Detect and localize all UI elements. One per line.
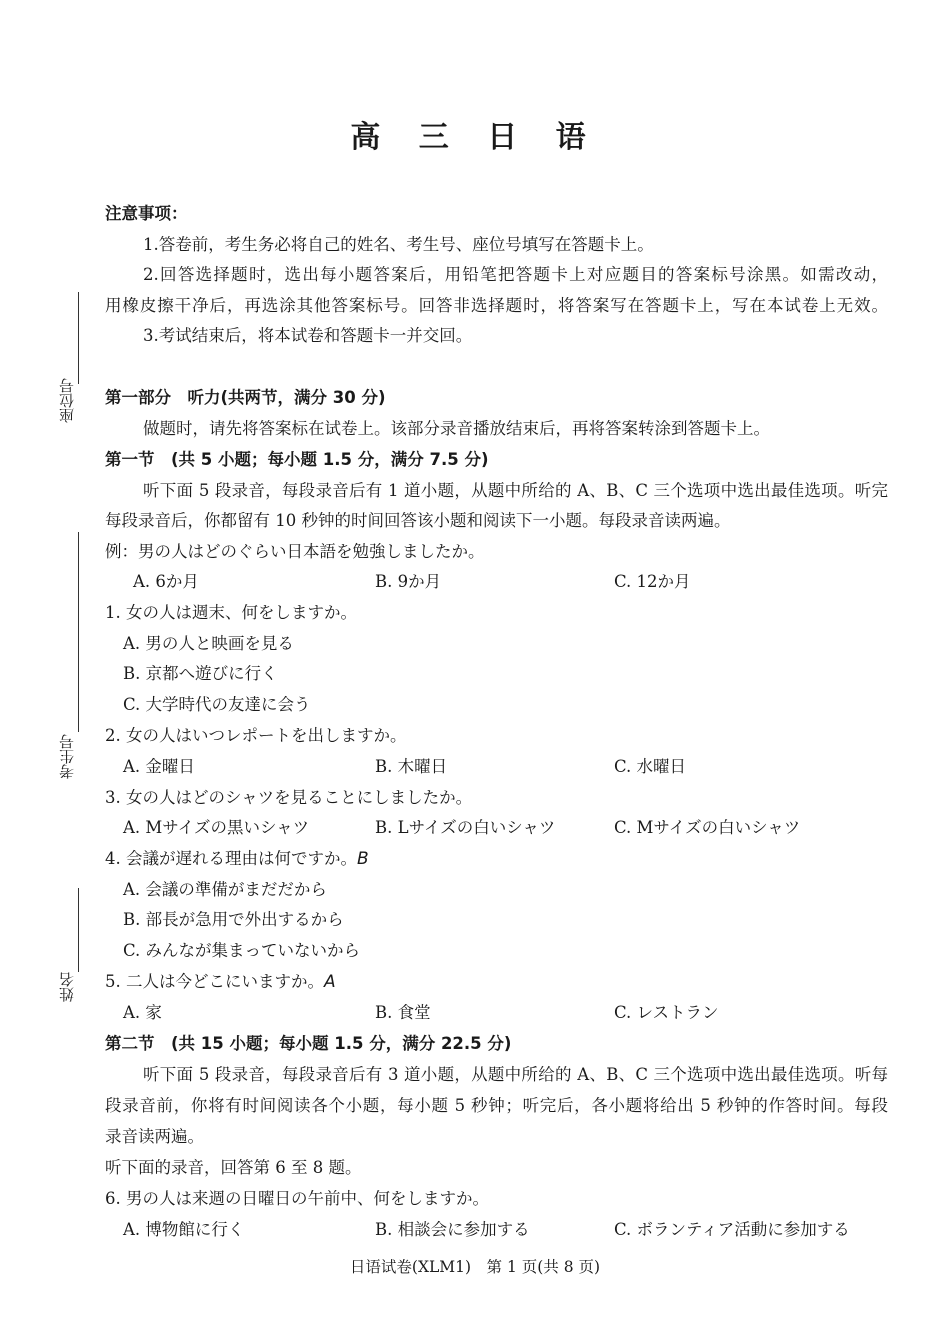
question-1: 1. 女の人は週末、何をしますか。 (105, 603, 357, 622)
question-5-option-b: B. 食堂 (375, 1003, 431, 1022)
section2-desc: 录音读两遍。 (105, 1127, 204, 1146)
question-1-option-b: B. 京都へ遊びに行く (123, 664, 278, 683)
seat-number-label: 座位号 (58, 378, 76, 423)
section2-intro: 听下面的录音，回答第 6 至 8 题。 (105, 1158, 362, 1177)
section1-desc: 听下面 5 段录音，每段录音后有 1 道小题，从题中所给的 A、B、C 三个选项中选出最佳选项。听完 (143, 481, 888, 500)
handwritten-mark: A (324, 972, 336, 992)
seat-number-line (78, 292, 79, 384)
question-2-option-b: B. 木曜日 (375, 757, 448, 776)
section2-heading: 第二节 (共 15 小题；每小题 1.5 分，满分 22.5 分) (105, 1034, 512, 1053)
notice-heading: 注意事项： (105, 204, 188, 223)
page-title: 高 三 日 语 (350, 120, 600, 155)
part1-instruction: 做题时，请先将答案标在试卷上。该部分录音播放结束后，再将答案转涂到答题卡上。 (143, 419, 770, 438)
question-3-option-b: B. Lサイズの白いシャツ (375, 818, 556, 837)
name-line (78, 888, 79, 972)
example-question: 例：男の人はどのぐらい日本語を勉強しましたか。 (105, 542, 485, 561)
handwritten-mark: B (357, 849, 369, 869)
question-2-option-c: C. 水曜日 (614, 757, 687, 776)
part1-heading: 第一部分 听力(共两节，满分 30 分) (105, 388, 386, 407)
examinee-number-line (78, 532, 79, 732)
section2-desc: 段录音前，你将有时间阅读各个小题，每小题 5 秒钟；听完后，各小题将给出 5 秒钟的作答时间。每段 (105, 1096, 888, 1115)
notice-item: 1.答卷前，考生务必将自己的姓名、考生号、座位号填写在答题卡上。 (143, 235, 654, 254)
example-option-c: C. 12か月 (614, 572, 691, 591)
question-1-option-a: A. 男の人と映画を見る (123, 634, 294, 653)
notice-item: 2.回答选择题时，选出每小题答案后，用铅笔把答题卡上对应题目的答案标号涂黑。如需改动， (143, 265, 888, 284)
question-4-option-b: B. 部長が急用で外出するから (123, 910, 344, 929)
examinee-number-label: 考生号 (58, 734, 76, 779)
example-option-b: B. 9か月 (375, 572, 442, 591)
question-4 (105, 847, 369, 871)
example-option-a: A. 6か月 (133, 572, 199, 591)
question-3-option-a: A. Mサイズの黒いシャツ (123, 818, 310, 837)
question-6-option-b: B. 相談会に参加する (375, 1220, 530, 1239)
question-4-option-c: C. みんなが集まっていないから (123, 941, 361, 960)
question-2: 2. 女の人はいつレポートを出しますか。 (105, 726, 407, 745)
notice-item: 3.考试结束后，将本试卷和答题卡一并交回。 (143, 326, 473, 345)
question-6-option-a: A. 博物館に行く (123, 1220, 245, 1239)
notice-item: 用橡皮擦干净后，再选涂其他答案标号。回答非选择题时，将答案写在答题卡上，写在本试卷上无效。 (105, 296, 888, 315)
question-5-option-c: C. レストラン (614, 1003, 719, 1022)
question-4-option-a: A. 会議の準備がまだだから (123, 880, 327, 899)
section2-desc: 听下面 5 段录音，每段录音后有 3 道小题，从题中所给的 A、B、C 三个选项中选出最佳选项。听每 (143, 1065, 888, 1084)
section1-heading: 第一节 (共 5 小题；每小题 1.5 分，满分 7.5 分) (105, 450, 489, 469)
question-5-text: 5. 二人は今どこにいますか。 (105, 972, 324, 991)
page-footer: 日语试卷(XLM1) 第 1 页(共 8 页) (349, 1258, 601, 1276)
question-4-text: 4. 会議が遅れる理由は何ですか。 (105, 849, 357, 868)
question-2-option-a: A. 金曜日 (123, 757, 195, 776)
question-5-option-a: A. 家 (123, 1003, 162, 1022)
section1-desc: 每段录音后，你都留有 10 秒钟的时间回答该小题和阅读下一小题。每段录音读两遍。 (105, 511, 731, 530)
question-3-option-c: C. Mサイズの白いシャツ (614, 818, 801, 837)
name-label: 姓名 (58, 972, 76, 1002)
question-3: 3. 女の人はどのシャツを見ることにしましたか。 (105, 788, 473, 807)
question-6-option-c: C. ボランティア活動に参加する (614, 1220, 850, 1239)
question-1-option-c: C. 大学時代の友達に会う (123, 695, 311, 714)
question-5 (105, 970, 336, 994)
question-6: 6. 男の人は来週の日曜日の午前中、何をしますか。 (105, 1189, 489, 1208)
